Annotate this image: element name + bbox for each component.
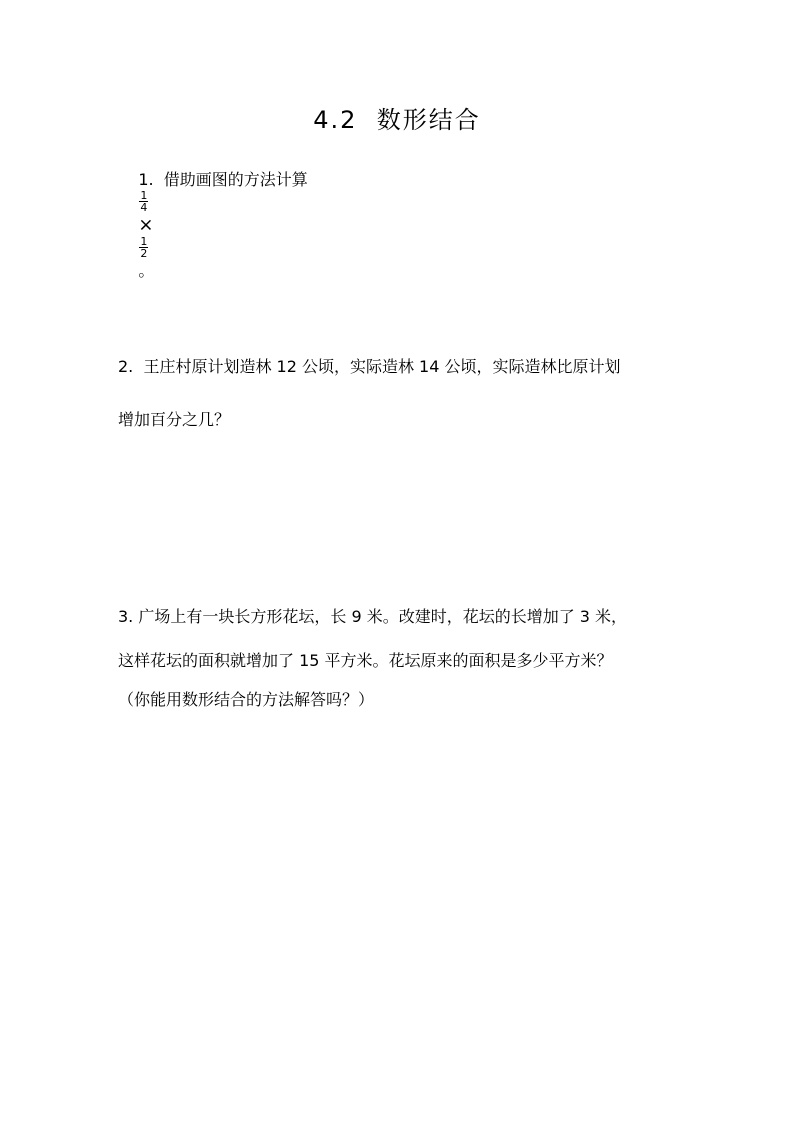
- fraction-numerator: 1: [140, 189, 148, 202]
- fraction-one-half: [139, 236, 148, 259]
- fraction-denominator: 4: [140, 201, 148, 214]
- fraction-denominator: 2: [140, 246, 148, 260]
- question-3-hint: （你能用数形结合的方法解答吗？）: [118, 690, 375, 709]
- question-2-line-1: 2. 王庄村原计划造林 12 公顷，实际造林 14 公顷，实际造林比原计划: [118, 357, 621, 376]
- multiply-operator: ×: [138, 214, 154, 236]
- question-3-line-2: 这样花坛的面积就增加了 15 平方米。花坛原来的面积是多少平方米？: [118, 651, 613, 670]
- page-title: 4.2 数形结合: [313, 106, 481, 134]
- fraction-numerator: 1: [140, 234, 148, 248]
- question-1-suffix: 。: [138, 260, 155, 280]
- fraction-one-quarter: [139, 190, 148, 213]
- question-1-prefix: 1. 借助画图的方法计算: [138, 170, 308, 189]
- question-2-line-2: 增加百分之几？: [118, 410, 231, 429]
- question-1: [118, 147, 308, 304]
- question-3-line-1: 3. 广场上有一块长方形花坛，长 9 米。改建时，花坛的长增加了 3 米，: [118, 607, 628, 626]
